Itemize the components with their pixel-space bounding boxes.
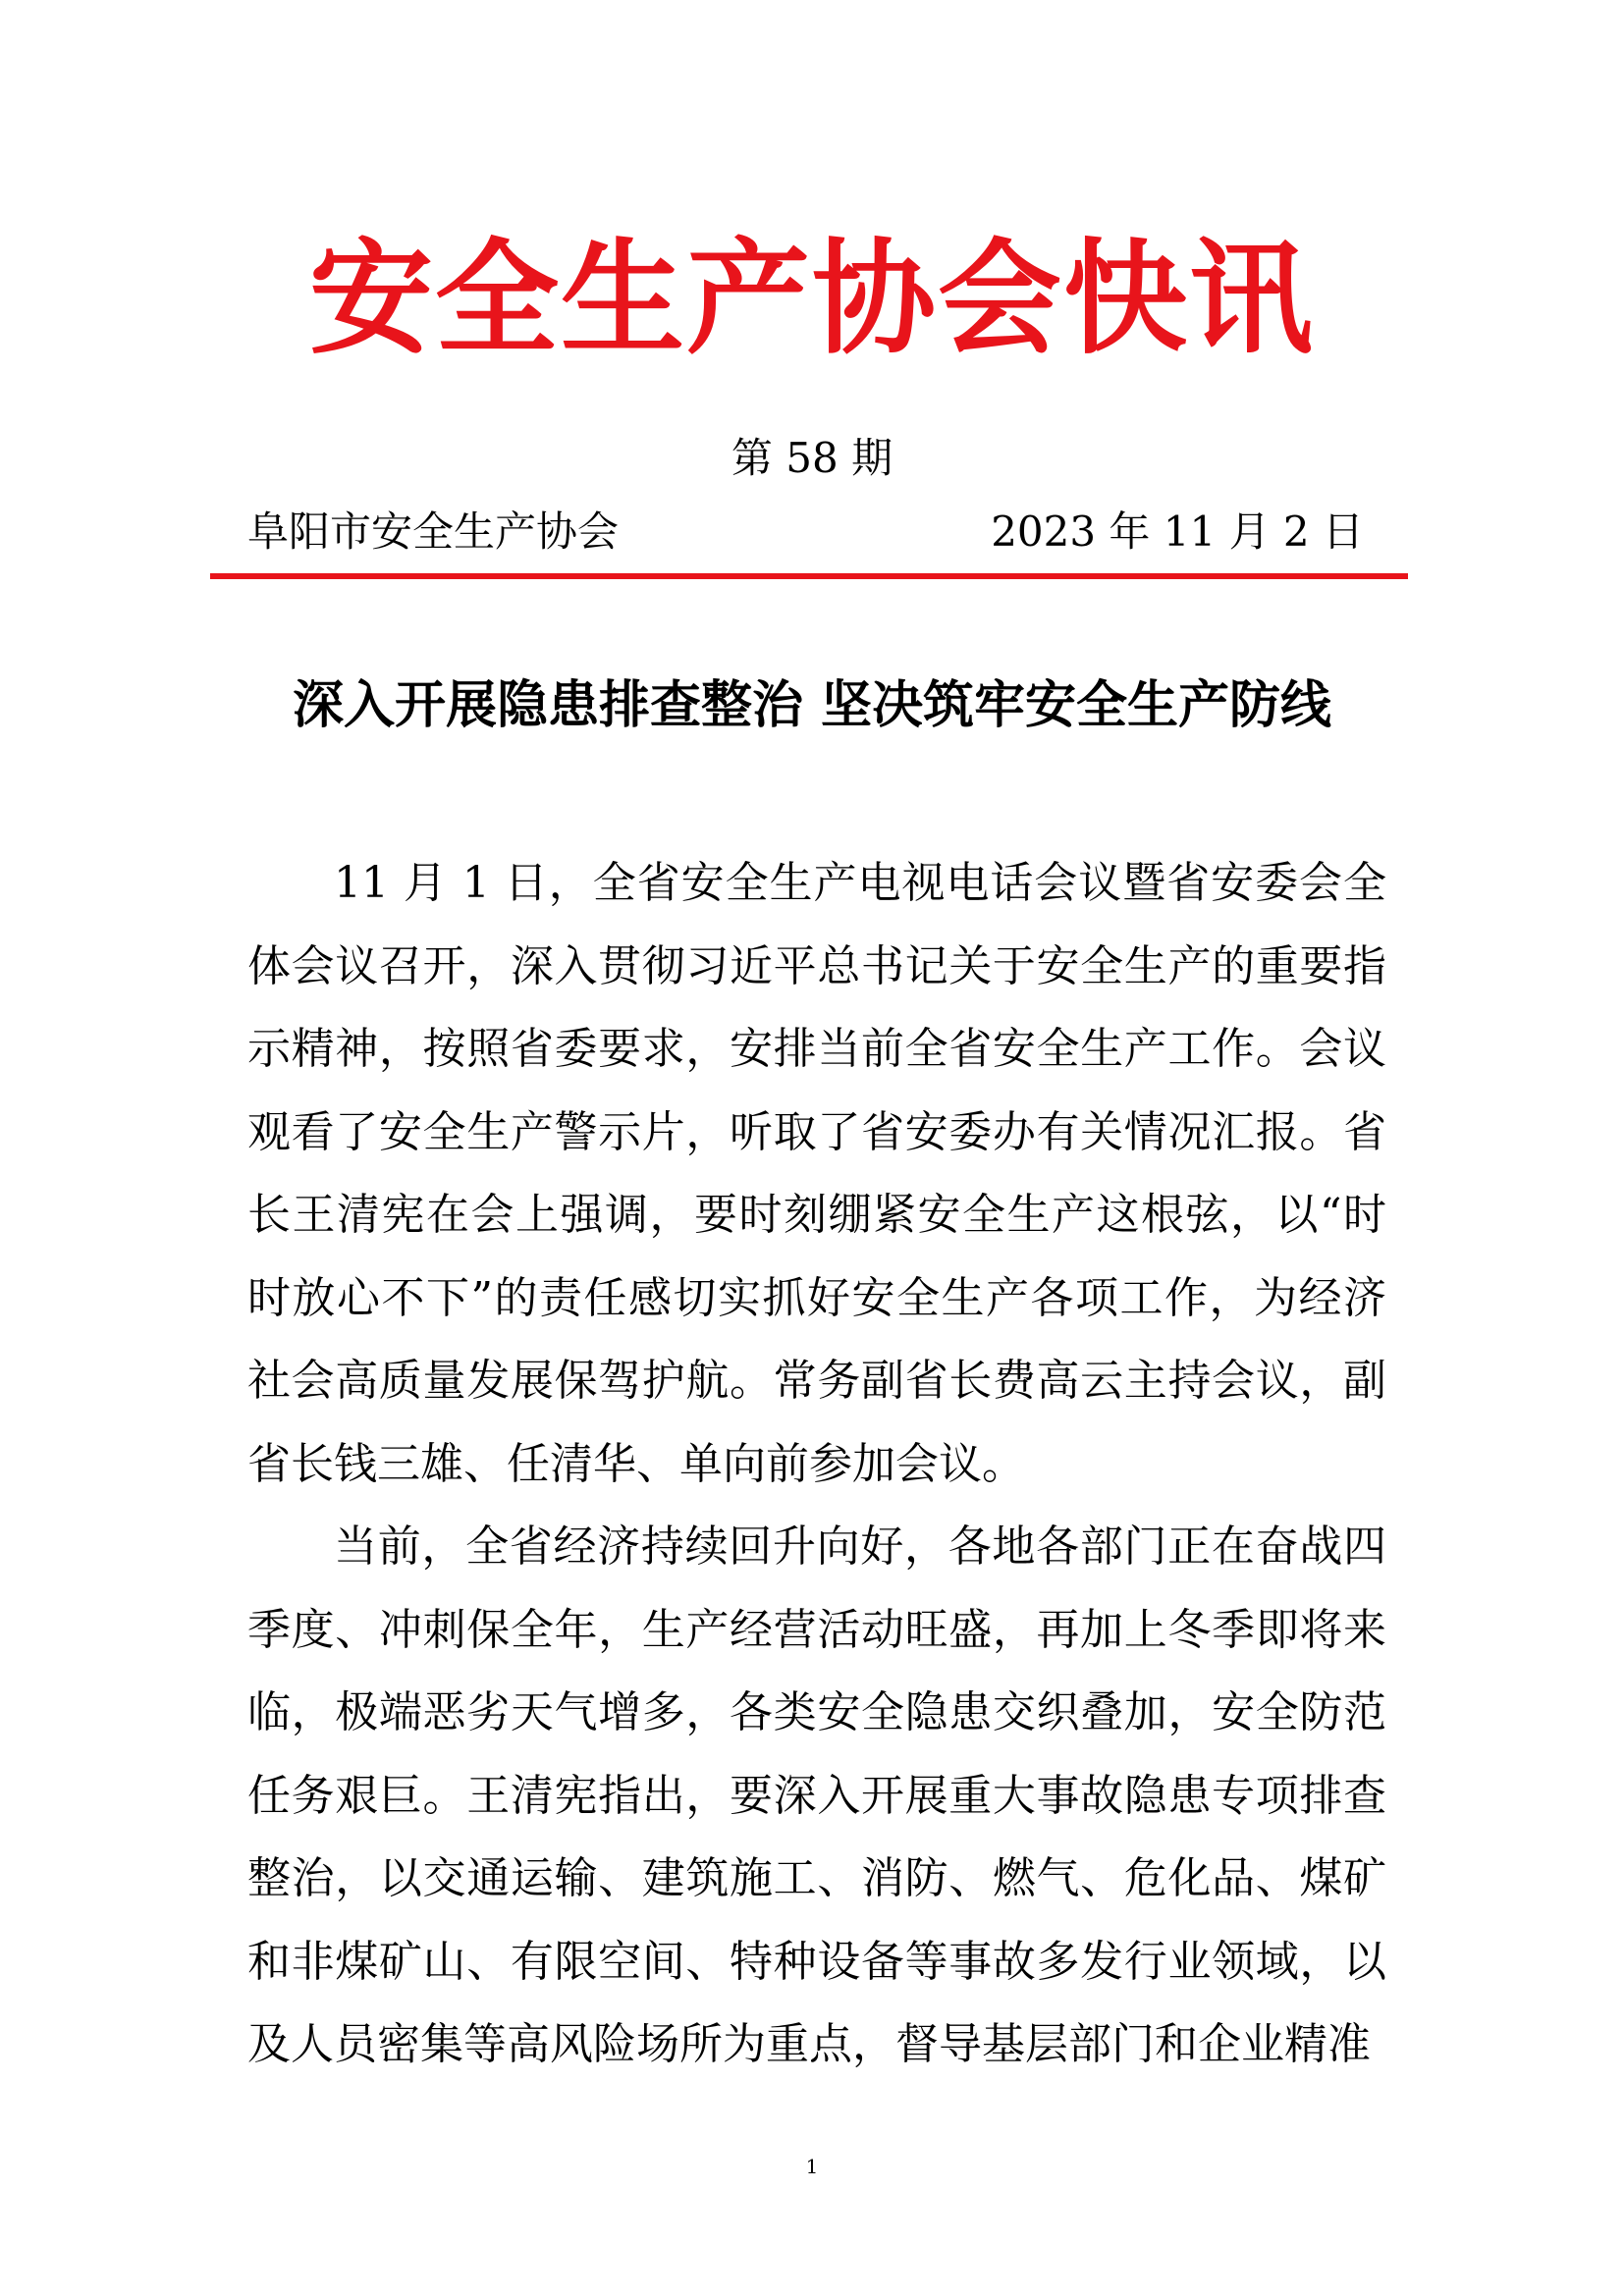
publication-date: 2023 年 11 月 2 日 xyxy=(991,507,1364,556)
newsletter-masthead: 安全生产协会快讯 xyxy=(309,227,1315,371)
header-divider xyxy=(210,573,1408,579)
article-title: 深入开展隐患排查整治 坚决筑牢安全生产防线 xyxy=(292,676,1332,735)
publisher-organization: 阜阳市安全生产协会 xyxy=(247,507,620,556)
page-number: 1 xyxy=(805,2155,819,2178)
article-paragraph: 11 月 1 日，全省安全生产电视电话会议暨省安委会全体会议召开，深入贯彻习近平总书记关于安全生产的重要指示精神，按照省委要求，安排当前全省安全生产工作。会议观看了安全生产警示片，听取了省安委办有关情况汇报。省长王清宪在会上强调，要时刻绷紧安全生产这根弦，以“时时放心不下”的责任感切实抓好安全生产各项工作，为经济社会高质量发展保驾护航。常务副省长费高云主持会议，副省长钱三雄、任清华、单向前参加会议。 xyxy=(247,858,1386,1489)
article-paragraph: 当前，全省经济持续回升向好，各地各部门正在奋战四季度、冲刺保全年，生产经营活动旺盛，再加上冬季即将来临，极端恶劣天气增多，各类安全隐患交织叠加，安全防范任务艰巨。王清宪指出，要深入开展重大事故隐患专项排查整治，以交通运输、建筑施工、消防、燃气、危化品、煤矿和非煤矿山、有限空间、特种设备等事故多发行业领域，以及人员密集等高风险场所为重点，督导基层部门和企业精准 xyxy=(247,1522,1386,2069)
article-body xyxy=(247,842,1386,2087)
issue-number: 第 58 期 xyxy=(731,434,893,482)
